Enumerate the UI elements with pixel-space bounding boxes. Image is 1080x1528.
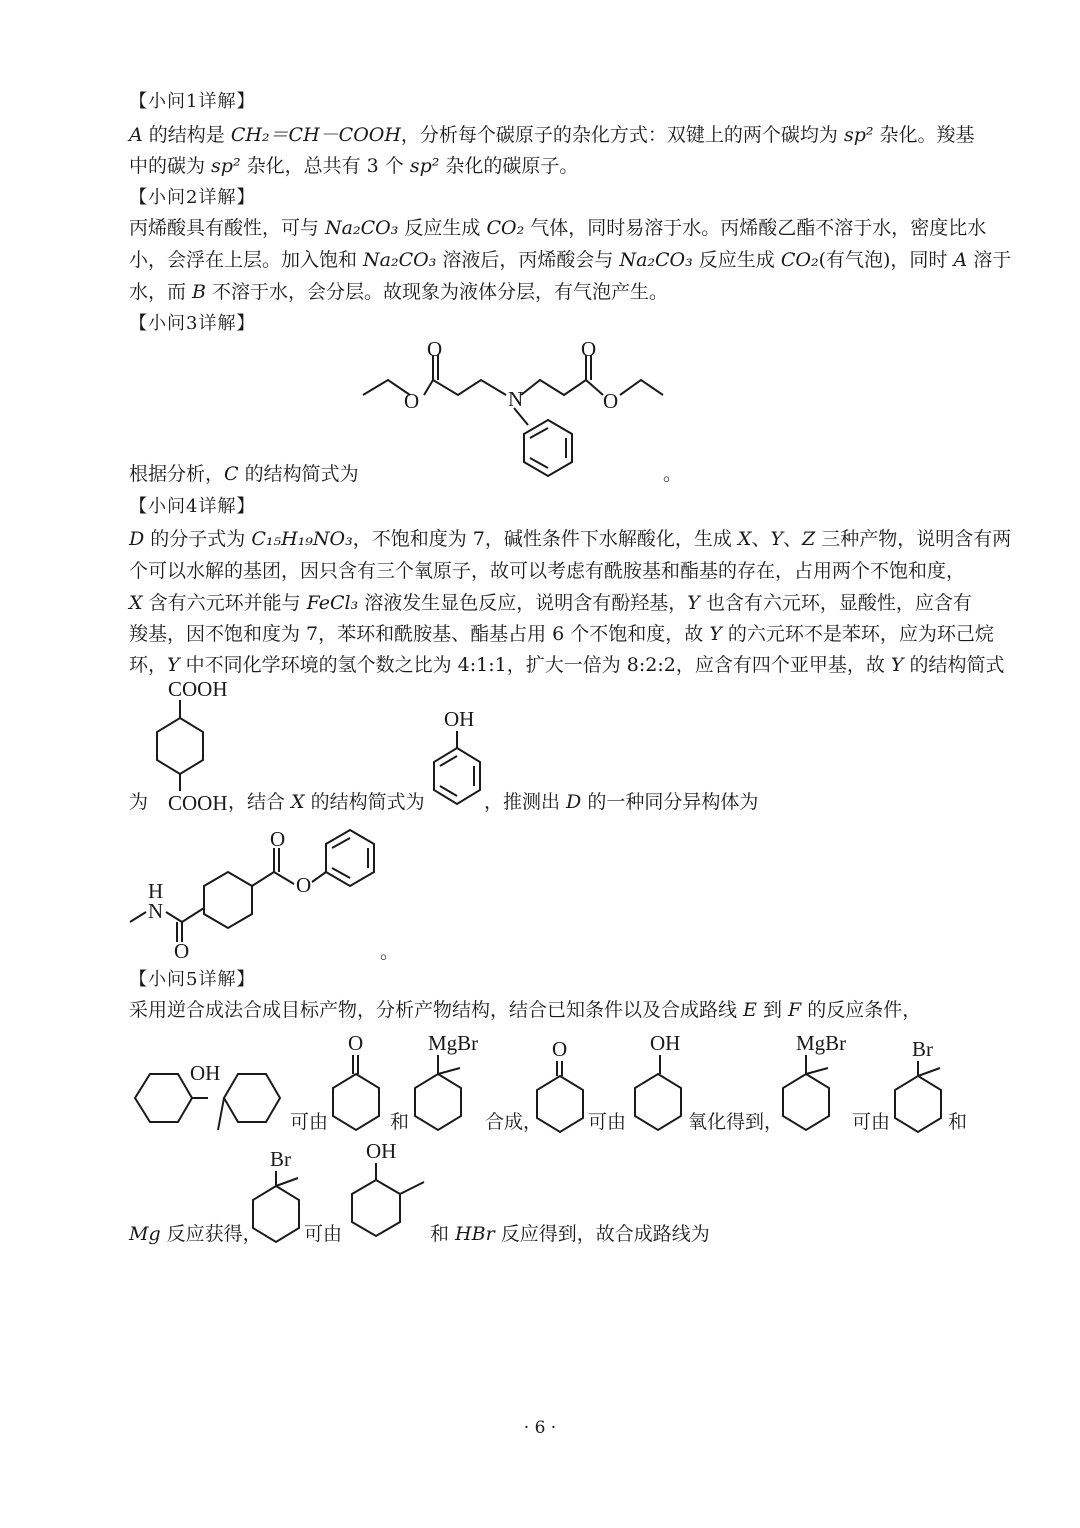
grignard-structure-2	[776, 1030, 856, 1136]
q4-wei: 为	[129, 791, 149, 813]
q4-line-6: ，结合 X 的结构简式为	[228, 791, 425, 813]
o-label: O	[270, 827, 286, 851]
br-label: Br	[270, 1147, 291, 1171]
target-product-structure	[128, 1058, 288, 1138]
o-label: O	[552, 1037, 568, 1061]
mgbr-label: MgBr	[428, 1031, 479, 1055]
oh-label: OH	[444, 707, 475, 731]
q5-line-3b: 和 HBr 反应得到，故合成路线为	[430, 1223, 710, 1245]
atom-n: N	[508, 387, 524, 411]
atom-o: O	[581, 340, 597, 361]
atom-o: O	[603, 389, 619, 413]
q5-text-keyou-1: 可由	[290, 1111, 329, 1133]
q5-text-hecheng: 合成，	[485, 1111, 543, 1133]
o-label: O	[296, 873, 312, 897]
q4-end-mark: 。	[380, 941, 400, 963]
q1-heading: 【小问1详解】	[129, 91, 256, 112]
q2-line-1: 丙烯酸具有酸性，可与 Na₂CO₃ 反应生成 CO₂ 气体，同时易溶于水。丙烯酸乙酯不溶于水，密度比水	[129, 217, 987, 239]
cooh-label: COOH	[168, 677, 228, 701]
q4-heading: 【小问4详解】	[129, 496, 256, 517]
methylcyclohexanol-structure	[340, 1136, 440, 1246]
q3-heading: 【小问3详解】	[129, 313, 256, 334]
atom-o: O	[427, 340, 443, 361]
cyclohexanone-structure	[530, 1036, 590, 1136]
q5-text-keyou-3: 可由	[852, 1111, 891, 1133]
q5-text-keyou-4: 可由	[304, 1223, 343, 1245]
br-label: Br	[912, 1037, 933, 1061]
o-label: O	[174, 939, 190, 963]
cooh-label: COOH	[168, 791, 228, 815]
q5-text-he-2: 和	[948, 1111, 968, 1133]
q4-line-2: 个可以水解的基团，因只含有三个氧原子，故可以考虑有酰胺基和酯基的存在，占用两个不饱和度，	[129, 560, 966, 582]
q4-line-6b: ，推测出 D 的一种同分异构体为	[484, 791, 759, 813]
page-number: · 6 ·	[523, 1418, 557, 1438]
q5-line-3: Mg 反应获得，	[129, 1223, 262, 1245]
oh-label: OH	[650, 1031, 681, 1055]
grignard-structure-1	[408, 1030, 488, 1136]
q2-line-2: 小，会浮在上层。加入饱和 Na₂CO₃ 溶液后，丙烯酸会与 Na₂CO₃ 反应生成 CO₂(有气泡)，同时 A 溶于	[129, 249, 1012, 271]
q4-line-5: 环，Y 中不同化学环境的氢个数之比为 4:1:1，扩大一倍为 8:2:2，应含有四个亚甲基，故 Y 的结构简式	[129, 654, 1005, 676]
cyclohexanone-structure	[326, 1030, 386, 1136]
o-label: O	[348, 1031, 364, 1055]
q5-text-keyou-2: 可由	[588, 1111, 627, 1133]
mgbr-label: MgBr	[796, 1031, 847, 1055]
q2-heading: 【小问2详解】	[129, 187, 256, 208]
q4-line-1: D 的分子式为 C₁₅H₁₉NO₃，不饱和度为 7，碱性条件下水解酸化，生成 X、Y、Z 三种产物，说明含有两	[129, 528, 1012, 550]
q2-line-3: 水，而 B 不溶于水，会分层。故现象为液体分层，有气泡产生。	[129, 281, 669, 303]
q4-line-4: 羧基，因不饱和度为 7，苯环和酰胺基、酯基占用 6 个不饱和度，故 Y 的六元环不是苯环，应为环己烷	[129, 623, 994, 645]
q3-text: 根据分析，C 的结构简式为	[129, 463, 359, 485]
atom-o: O	[404, 389, 420, 413]
compound-c-structure	[358, 340, 668, 480]
oh-label: OH	[366, 1139, 397, 1163]
q4-line-3: X 含有六元环并能与 FeCl₃ 溶液发生显色反应，说明含有酚羟基，Y 也含有六元环，显酸性，应含有	[129, 592, 972, 614]
q1-line-2: 中的碳为 sp² 杂化，总共有 3 个 sp² 杂化的碳原子。	[129, 155, 579, 177]
h-label: H	[148, 879, 164, 903]
oh-label: OH	[190, 1061, 221, 1085]
isomer-structure	[124, 824, 394, 964]
n-label: N	[148, 899, 164, 923]
q1-line-1: A 的结构是 CH₂＝CH－COOH，分析每个碳原子的杂化方式：双键上的两个碳均为 sp² 杂化。羧基	[129, 124, 975, 146]
q5-text-he-1: 和	[390, 1111, 410, 1133]
q5-heading: 【小问5详解】	[129, 969, 256, 990]
cyclohexanol-structure	[628, 1030, 688, 1136]
q5-line-1: 采用逆合成法合成目标产物，分析产物结构，结合已知条件以及合成路线 E 到 F 的反应条件，	[129, 999, 922, 1021]
q3-end-mark: 。	[663, 463, 683, 485]
q5-text-oxidation: 氧化得到，	[688, 1111, 784, 1133]
